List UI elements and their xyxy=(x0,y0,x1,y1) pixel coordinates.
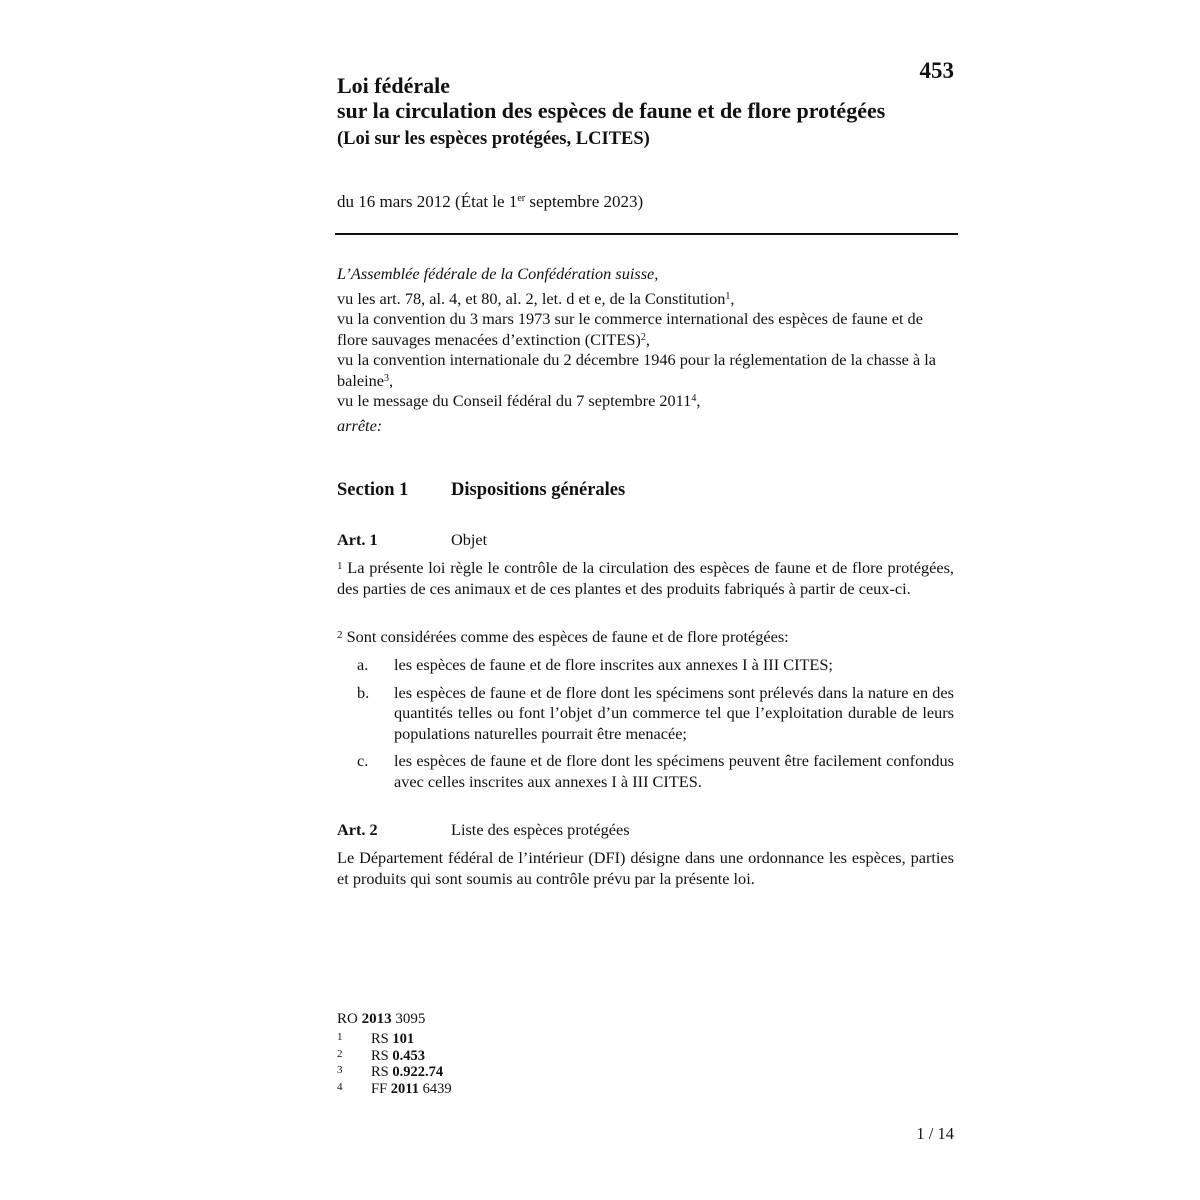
list-item xyxy=(357,655,954,676)
ro-reference: RO 2013 3095 xyxy=(337,1011,426,1027)
consideration: vu la convention du 3 mars 1973 sur le commerce international des espèces de faune et de flore sauvages menacées d’extinction (CITES)$^2$, xyxy=(337,309,923,349)
date-prefix: du 16 mars 2012 (État le 1 xyxy=(337,192,518,211)
preamble-decree: arrête: xyxy=(337,415,383,435)
preamble xyxy=(337,264,957,436)
paragraph-number: 2 xyxy=(337,629,343,641)
footnote: 1 RS 101 xyxy=(337,1031,415,1047)
law-title-line2: sur la circulation des espèces de faune et de flore protégées xyxy=(337,98,886,123)
article-1-paragraph-1: $^1$ La présente loi règle le contrôle de la circulation des espèces de faune et de flore protégées, des parties de ces animaux et de ces plantes et des produits fabriqués à partir de ceux-ci. xyxy=(337,558,954,598)
article-1-heading xyxy=(337,530,487,550)
article-1-paragraph-2: $^2$ Sont considérées comme des espèces de faune et de flore protégées: xyxy=(337,627,789,646)
footnotes xyxy=(337,1031,452,1097)
page-number: 1 / 14 xyxy=(916,1124,954,1143)
list-letter: c. xyxy=(357,751,369,770)
footnote-number: 4 xyxy=(337,1080,343,1093)
footnote-number: 3 xyxy=(337,1064,343,1076)
law-title-line1: Loi fédérale xyxy=(337,73,451,98)
article-label: Art. 1 xyxy=(337,530,378,549)
list-text: les espèces de faune et de flore dont les spécimens sont prélevés dans la nature en des quantités telles ou font l’objet d’un commerce tel que l’exploitation durable de leurs populations naturelles pourrait être menacée; xyxy=(394,682,954,743)
law-short-title: (Loi sur les espèces protégées, LCITES) xyxy=(337,129,650,149)
list-letter: a. xyxy=(357,655,369,674)
footnote-ref[interactable]: 2 xyxy=(640,331,646,343)
article-title: Liste des espèces protégées xyxy=(451,820,630,839)
paragraph-number: 1 xyxy=(337,560,343,572)
footnote-ref[interactable]: 3 xyxy=(384,372,390,384)
preamble-assembly: L’Assemblée fédérale de la Confédération suisse, xyxy=(337,264,659,283)
footnote: 4 FF 2011 6439 xyxy=(337,1080,452,1097)
article-1-enumeration xyxy=(357,655,954,799)
list-letter: b. xyxy=(357,682,370,702)
list-item xyxy=(357,683,954,745)
article-label: Art. 2 xyxy=(337,820,378,839)
horizontal-rule xyxy=(335,233,958,235)
section-label: Section 1 xyxy=(337,480,409,500)
footnote-number: 1 xyxy=(337,1031,343,1043)
date-suffix: septembre 2023) xyxy=(525,192,644,211)
footnote-number: 2 xyxy=(337,1047,343,1060)
article-2-text: Le Département fédéral de l’intérieur (DFI) désigne dans une ordonnance les espèces, parties et produits qui sont soumis au contrôle prévu par la présente loi. xyxy=(337,848,954,888)
consideration: vu la convention internationale du 2 décembre 1946 pour la réglementation de la chasse à la baleine$^3$, xyxy=(337,350,937,390)
footnote-ref[interactable]: 4 xyxy=(691,393,697,404)
list-text: les espèces de faune et de flore dont les spécimens peuvent être facilement confondus avec celles inscrites aux annexes I à III CITES. xyxy=(394,751,954,791)
section-heading xyxy=(337,480,625,501)
list-text: les espèces de faune et de flore inscrites aux annexes I à III CITES; xyxy=(394,655,833,674)
consideration: vu les art. 78, al. 4, et 80, al. 2, let. d et e, de la Constitution$^1$, xyxy=(337,288,735,308)
consideration: vu le message du Conseil fédéral du 7 septembre 2011$^4$, xyxy=(337,391,701,410)
footnote-ref[interactable]: 1 xyxy=(725,290,731,302)
list-item xyxy=(357,751,954,792)
date-line xyxy=(337,192,643,212)
date-superscript: er xyxy=(517,193,526,204)
section-title: Dispositions générales xyxy=(451,480,626,500)
footnote: 3 RS 0.922.74 xyxy=(337,1064,444,1080)
article-2-heading xyxy=(337,820,630,840)
rs-number: 453 xyxy=(919,58,954,83)
footnote: 2 RS 0.453 xyxy=(337,1047,425,1064)
article-title: Objet xyxy=(451,530,488,549)
